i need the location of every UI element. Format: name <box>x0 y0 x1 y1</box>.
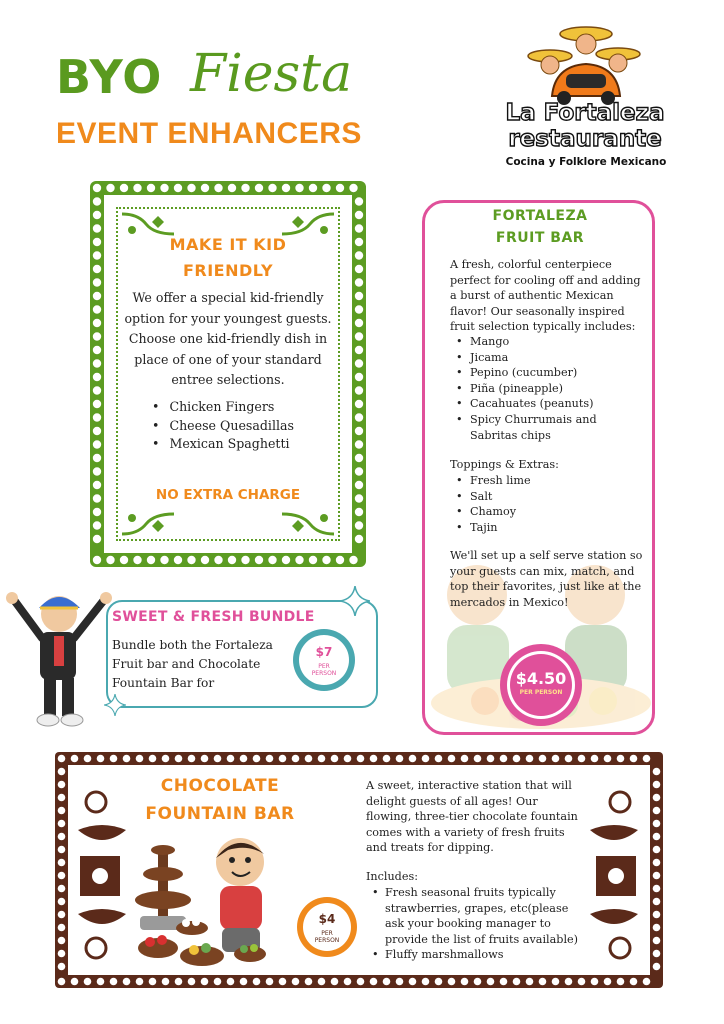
logo-name: La Fortaleza <box>505 100 665 126</box>
scallop-dot <box>175 755 183 763</box>
scallop-dot <box>174 184 182 192</box>
scallop-dot <box>357 755 365 763</box>
scallop-dot <box>201 184 209 192</box>
scallop-dot <box>160 184 168 192</box>
scallop-dot <box>58 885 66 893</box>
bundle-price-unit-1: PER <box>318 663 330 670</box>
scallop-dot <box>58 768 66 776</box>
scallop-dot <box>617 978 625 986</box>
scallop-dot <box>123 755 131 763</box>
scallop-dot <box>643 978 651 986</box>
logo-restaurante: restaurante <box>508 126 662 152</box>
sparkle-icon <box>340 586 370 616</box>
scallop-dot <box>93 278 101 286</box>
scallop-dot <box>349 184 357 192</box>
scallop-dot <box>355 521 363 529</box>
scallop-dot <box>653 911 661 919</box>
scallop-dot <box>355 386 363 394</box>
scallop-dot <box>106 184 114 192</box>
scallop-dot <box>133 556 141 564</box>
choc-title-line1: CHOCOLATE <box>160 776 280 796</box>
list-item: • Jicama <box>456 350 646 366</box>
scallop-dot <box>227 755 235 763</box>
scallop-dot <box>93 467 101 475</box>
scallop-dot <box>188 978 196 986</box>
scallop-dot <box>355 400 363 408</box>
scallop-dot <box>58 794 66 802</box>
scallop-dot <box>93 535 101 543</box>
list-item: • Piña (pineapple) <box>456 381 646 397</box>
chocolate-price-unit-1: PER <box>321 930 333 937</box>
scallop-dot <box>653 794 661 802</box>
scallop-dot <box>653 872 661 880</box>
scallop-dot <box>357 978 365 986</box>
scallop-dot <box>396 755 404 763</box>
scallop-dot <box>653 963 661 971</box>
scallop-dot <box>84 978 92 986</box>
scallop-dot <box>93 413 101 421</box>
list-item: • Fluffy marshmallows <box>372 947 582 963</box>
bundle-price-unit <box>292 663 356 677</box>
bundle-price-badge <box>292 628 356 692</box>
scallop-dot <box>565 755 573 763</box>
scallop-dot <box>409 978 417 986</box>
scallop-dot <box>435 755 443 763</box>
scallop-dot <box>214 978 222 986</box>
scallop-dot <box>268 556 276 564</box>
scallop-dot <box>355 454 363 462</box>
scallop-dot <box>97 755 105 763</box>
scallop-dot <box>110 755 118 763</box>
papel-picado-ornament <box>74 790 130 960</box>
logo-tagline: Cocina y Folklore Mexicano <box>505 156 667 168</box>
bundle-description: Bundle both the Fortaleza Fruit bar and Chocolate Fountain Bar for <box>112 638 273 690</box>
fruit-title-line1: FORTALEZA <box>492 208 588 224</box>
scallop-dot <box>58 937 66 945</box>
scallop-dot <box>93 332 101 340</box>
scallop-dot <box>565 978 573 986</box>
scallop-dot <box>93 184 101 192</box>
scallop-dot <box>266 755 274 763</box>
list-item: • Pepino (cucumber) <box>456 365 646 381</box>
chocolate-description: A sweet, interactive station that will delight guests of all ages! Our flowing, three-tier chocolate fountain comes with a variety of fresh fruits and treats for dipping. <box>366 779 578 854</box>
scallop-dot <box>500 755 508 763</box>
scallop-dot <box>93 481 101 489</box>
scallop-dot <box>653 781 661 789</box>
scallop-dot <box>136 978 144 986</box>
bundle-price: $7 <box>315 645 333 659</box>
scallop-dot <box>409 755 417 763</box>
scallop-dot <box>187 556 195 564</box>
scallop-dot <box>110 978 118 986</box>
scallop-dot <box>422 978 430 986</box>
fruit-bar-closing: We'll set up a self serve station so your guests can mix, match, and top their favorites, just like at the mercados in Mexico! <box>450 549 643 609</box>
scallop-dot <box>93 197 101 205</box>
scallop-dot <box>355 359 363 367</box>
scallop-dot <box>653 820 661 828</box>
scallop-dot <box>58 924 66 932</box>
chocolate-includes-list <box>372 885 582 963</box>
scallop-dot <box>228 184 236 192</box>
scallop-dot <box>227 978 235 986</box>
scallop-dot <box>149 978 157 986</box>
scallop-dot <box>355 467 363 475</box>
scallop-dot <box>305 978 313 986</box>
scallop-dot <box>279 978 287 986</box>
toppings-label: Toppings & Extras: <box>450 458 559 471</box>
title-fiesta: Fiesta <box>190 44 353 104</box>
scallop-dot <box>355 427 363 435</box>
scallop-dot <box>355 278 363 286</box>
scallop-dot <box>71 755 79 763</box>
scallop-dot <box>552 978 560 986</box>
scallop-dot <box>474 978 482 986</box>
scallop-dot <box>318 978 326 986</box>
cartoon-boy-illustration <box>4 586 114 736</box>
scallop-dot <box>513 755 521 763</box>
scallop-dot <box>355 373 363 381</box>
toppings-list <box>456 473 646 535</box>
scallop-dot <box>331 978 339 986</box>
flourish-icon <box>118 508 178 538</box>
scallop-dot <box>93 373 101 381</box>
scallop-dot <box>653 807 661 815</box>
scallop-dot <box>255 184 263 192</box>
scallop-dot <box>448 755 456 763</box>
scallop-dot <box>147 556 155 564</box>
scallop-dot <box>71 978 79 986</box>
flourish-icon <box>278 508 338 538</box>
papel-picado-ornament <box>586 790 642 960</box>
scallop-dot <box>241 184 249 192</box>
kid-friendly-price-note: NO EXTRA CHARGE <box>155 487 301 503</box>
scallop-dot <box>355 224 363 232</box>
scallop-dot <box>58 846 66 854</box>
scallop-dot <box>653 950 661 958</box>
title-byo: BYO <box>56 50 163 104</box>
scallop-dot <box>160 556 168 564</box>
scallop-dot <box>653 885 661 893</box>
scallop-dot <box>355 319 363 327</box>
chocolate-fountain-illustration <box>128 828 278 970</box>
scallop-dot <box>539 755 547 763</box>
list-item: • Tajin <box>456 520 646 536</box>
scallop-dot <box>93 494 101 502</box>
chocolate-price: $4 <box>318 912 336 926</box>
bundle-title: SWEET & FRESH BUNDLE <box>112 609 315 625</box>
scallop-dot <box>149 755 157 763</box>
scallop-dot <box>214 184 222 192</box>
includes-label: Includes: <box>366 870 418 883</box>
scallop-dot <box>318 755 326 763</box>
scallop-dot <box>84 755 92 763</box>
list-item: • Spicy Churrumais and Sabritas chips <box>456 412 646 443</box>
scallop-dot <box>383 978 391 986</box>
scallop-dot <box>355 211 363 219</box>
scallop-dot <box>58 950 66 958</box>
scallop-dot <box>93 346 101 354</box>
list-item: • Cacahuates (peanuts) <box>456 396 646 412</box>
scallop-dot <box>355 197 363 205</box>
scallop-dot <box>539 978 547 986</box>
scallop-dot <box>93 454 101 462</box>
scallop-dot <box>448 978 456 986</box>
scallop-dot <box>370 755 378 763</box>
scallop-dot <box>93 521 101 529</box>
scallop-dot <box>93 556 101 564</box>
scallop-dot <box>93 508 101 516</box>
scallop-dot <box>552 755 560 763</box>
scallop-dot <box>653 833 661 841</box>
chocolate-title <box>130 772 310 828</box>
kid-friendly-description: We offer a special kid-friendly option for your youngest guests. Choose one kid-friendly dish in place of one of your standard entree selections. <box>124 290 332 387</box>
scallop-dot <box>58 911 66 919</box>
list-item: • Cheese Quesadillas <box>152 417 332 436</box>
scallop-dot <box>604 755 612 763</box>
scallop-dot <box>120 556 128 564</box>
scallop-dot <box>591 978 599 986</box>
scallop-dot <box>383 755 391 763</box>
scallop-dot <box>279 755 287 763</box>
scallop-dot <box>133 184 141 192</box>
list-item: • Mango <box>456 334 646 350</box>
scallop-dot <box>174 556 182 564</box>
scallop-dot <box>653 846 661 854</box>
scallop-dot <box>355 251 363 259</box>
scallop-dot <box>526 978 534 986</box>
scallop-dot <box>435 978 443 986</box>
scallop-dot <box>653 859 661 867</box>
bundle-price-unit-2: PERSON <box>311 670 337 677</box>
list-item: • Fresh seasonal fruits typically strawberries, grapes, etc(please ask your booking manager to provide the list of fruits available) <box>372 885 582 947</box>
scallop-dot <box>58 833 66 841</box>
scallop-dot <box>188 755 196 763</box>
scallop-dot <box>295 184 303 192</box>
scallop-dot <box>240 978 248 986</box>
scallop-dot <box>355 494 363 502</box>
scallop-dot <box>162 978 170 986</box>
scallop-dot <box>162 755 170 763</box>
scallop-dot <box>292 978 300 986</box>
scallop-dot <box>500 978 508 986</box>
scallop-dot <box>422 755 430 763</box>
scallop-dot <box>461 978 469 986</box>
kid-title-line2: FRIENDLY <box>182 261 274 280</box>
scallop-dot <box>97 978 105 986</box>
scallop-dot <box>228 556 236 564</box>
scallop-dot <box>282 184 290 192</box>
scallop-dot <box>255 556 263 564</box>
scallop-dot <box>106 556 114 564</box>
scallop-dot <box>331 755 339 763</box>
list-item: • Chamoy <box>456 504 646 520</box>
kid-friendly-title <box>120 232 336 284</box>
scallop-dot <box>58 755 66 763</box>
scallop-dot <box>578 978 586 986</box>
scallop-dot <box>526 755 534 763</box>
scallop-dot <box>322 184 330 192</box>
scallop-dot <box>175 978 183 986</box>
scallop-dot <box>201 755 209 763</box>
scallop-dot <box>201 978 209 986</box>
scallop-dot <box>93 265 101 273</box>
scallop-dot <box>120 184 128 192</box>
scallop-dot <box>355 238 363 246</box>
scallop-dot <box>93 224 101 232</box>
scallop-dot <box>305 755 313 763</box>
scallop-dot <box>93 251 101 259</box>
scallop-dot <box>461 755 469 763</box>
scallop-dot <box>349 556 357 564</box>
fruit-price: $4.50 <box>515 669 567 688</box>
scallop-dot <box>93 386 101 394</box>
scallop-dot <box>578 755 586 763</box>
scallop-dot <box>630 978 638 986</box>
scallop-dot <box>355 346 363 354</box>
fruit-bar-intro: A fresh, colorful centerpiece perfect for cooling off and adding a burst of authentic Mexican flavor! Our seasonally inspired fruit selection typically includes: <box>450 258 641 333</box>
scallop-dot <box>370 978 378 986</box>
scallop-dot <box>147 184 155 192</box>
scallop-dot <box>240 755 248 763</box>
chocolate-price-badge <box>296 896 358 958</box>
scallop-dot <box>187 184 195 192</box>
scallop-dot <box>513 978 521 986</box>
scallop-dot <box>93 359 101 367</box>
scallop-dot <box>653 924 661 932</box>
list-item: • Mexican Spaghetti <box>152 435 332 454</box>
scallop-dot <box>253 755 261 763</box>
scallop-dot <box>93 238 101 246</box>
fruit-list <box>456 334 646 443</box>
scallop-dot <box>322 556 330 564</box>
scallop-dot <box>214 755 222 763</box>
scallop-dot <box>487 978 495 986</box>
scallop-dot <box>58 820 66 828</box>
scallop-dot <box>630 755 638 763</box>
scallop-dot <box>253 978 261 986</box>
scallop-dot <box>487 755 495 763</box>
scallop-dot <box>268 184 276 192</box>
scallop-dot <box>344 978 352 986</box>
scallop-dot <box>266 978 274 986</box>
scallop-dot <box>355 265 363 273</box>
chocolate-price-unit-2: PERSON <box>314 937 340 944</box>
scallop-dot <box>474 755 482 763</box>
scallop-dot <box>355 535 363 543</box>
scallop-dot <box>591 755 599 763</box>
scallop-dot <box>241 556 249 564</box>
scallop-dot <box>201 556 209 564</box>
scallop-dot <box>93 292 101 300</box>
chocolate-price-unit <box>296 930 358 944</box>
scallop-dot <box>336 184 344 192</box>
scallop-dot <box>214 556 222 564</box>
scallop-dot <box>344 755 352 763</box>
scallop-dot <box>282 556 290 564</box>
list-item: • Salt <box>456 489 646 505</box>
scallop-dot <box>295 556 303 564</box>
scallop-dot <box>93 400 101 408</box>
scallop-dot <box>58 978 66 986</box>
choc-title-line2: FOUNTAIN BAR <box>145 804 295 824</box>
scallop-dot <box>643 755 651 763</box>
fruit-bar-title <box>440 205 640 249</box>
kid-menu-list <box>152 398 332 454</box>
scallop-dot <box>355 440 363 448</box>
scallop-dot <box>355 481 363 489</box>
scallop-dot <box>653 937 661 945</box>
list-item: • Fresh lime <box>456 473 646 489</box>
scallop-dot <box>604 978 612 986</box>
scallop-dot <box>58 807 66 815</box>
scallop-dot <box>355 292 363 300</box>
scallop-dot <box>58 781 66 789</box>
scallop-dot <box>355 332 363 340</box>
scallop-dot <box>617 755 625 763</box>
scallop-dot <box>653 768 661 776</box>
fruit-title-line2: FRUIT BAR <box>495 230 585 246</box>
fruit-price-unit: PER PERSON <box>519 689 563 696</box>
scallop-dot <box>396 978 404 986</box>
scallop-dot <box>93 427 101 435</box>
scallop-dot <box>58 859 66 867</box>
scallop-dot <box>58 898 66 906</box>
scallop-dot <box>355 413 363 421</box>
scallop-dot <box>93 305 101 313</box>
scallop-dot <box>292 755 300 763</box>
scallop-dot <box>93 440 101 448</box>
scallop-dot <box>136 755 144 763</box>
scallop-dot <box>93 319 101 327</box>
scallop-dot <box>123 978 131 986</box>
list-item: • Chicken Fingers <box>152 398 332 417</box>
scallop-dot <box>309 184 317 192</box>
scallop-dot <box>336 556 344 564</box>
scallop-dot <box>93 211 101 219</box>
scallop-dot <box>58 963 66 971</box>
scallop-dot <box>355 305 363 313</box>
scallop-dot <box>309 556 317 564</box>
scallop-dot <box>653 898 661 906</box>
scallop-dot <box>355 508 363 516</box>
scallop-dot <box>58 872 66 880</box>
page-subtitle: EVENT ENHANCERS <box>56 117 362 150</box>
kid-title-line1: MAKE IT KID <box>169 235 287 254</box>
